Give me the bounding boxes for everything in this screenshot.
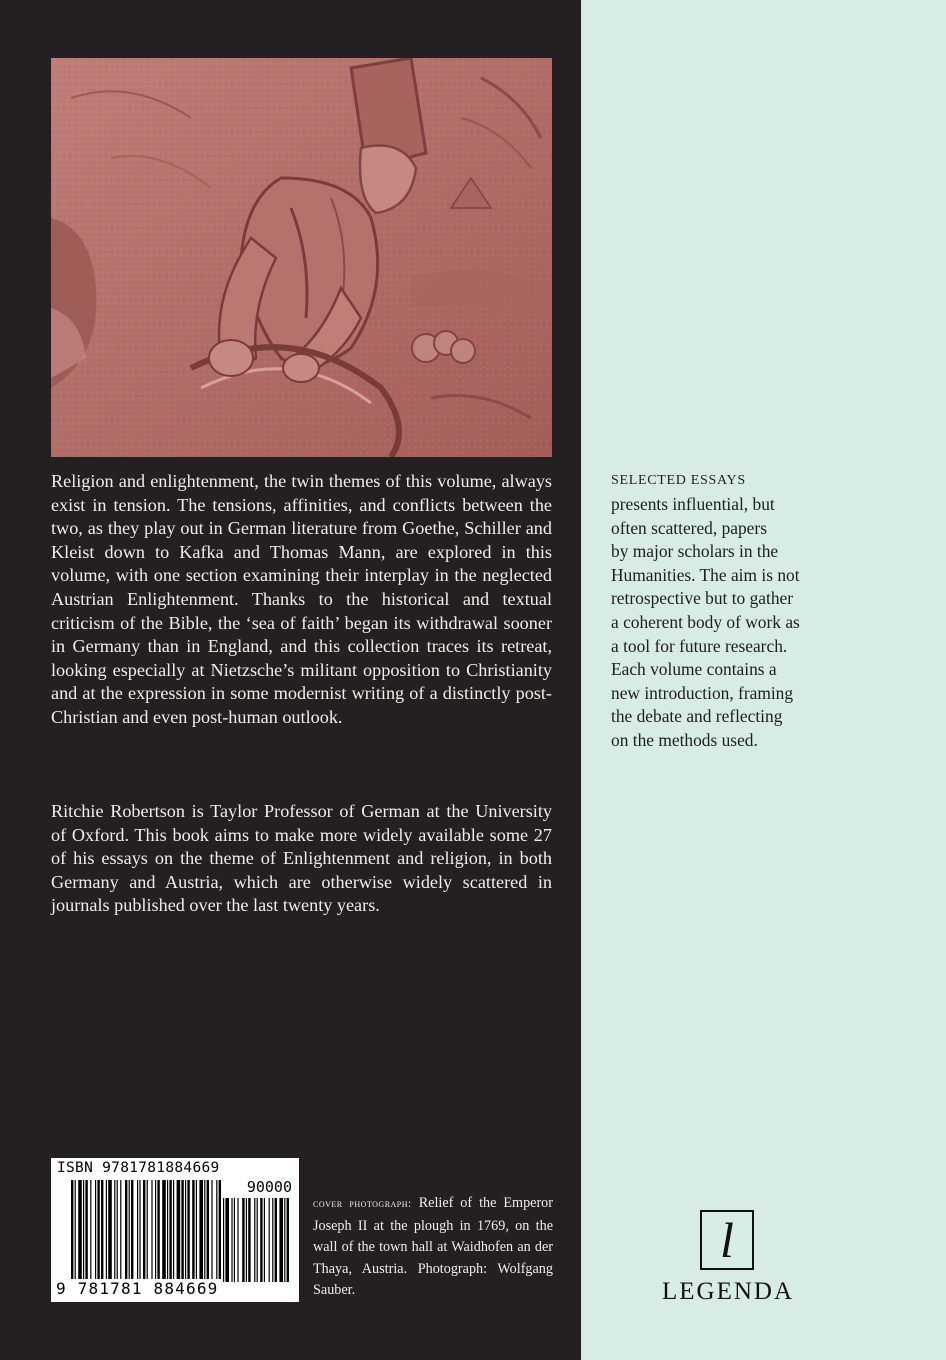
barcode-digits: 9 781781 884669 — [56, 1279, 219, 1298]
relief-sculpture-icon — [51, 58, 552, 457]
cover-photo-credit — [313, 1193, 553, 1302]
logo-letter: l — [720, 1212, 734, 1268]
author-bio: Ritchie Robertson is Taylor Professor of German at the University of Oxford. This book aims to make more widely available some 27 of his essays on the theme of Enlightenment and religion, in both Germany and Austria, which are otherwise widely scattered in journals published over the last twenty years. — [51, 801, 552, 916]
series-description: presents influential, but often scattered, papers by major scholars in the Humanities. The aim is not retrospective but to gather a coherent body of work as a tool for future research. Each volume contains a new introduction, framing the debate and reflecting on the methods used. — [611, 494, 800, 750]
publisher-logo — [658, 1210, 798, 1310]
credit-label: cover photograph: — [313, 1198, 412, 1210]
book-description: Religion and enlightenment, the twin themes of this volume, always exist in tension. The tensions, affinities, and conflicts between the two, as they play out in German literature from Goethe, Schiller and Kleist down to Kafka and Thomas Mann, are explored in this volume, with one section examining their interplay in the neglected Austrian Enlightenment. Thanks to the historical and textual criticism of the Bible, the ‘sea of faith’ began its withdrawal sooner in Germany than in England, and this collection traces its retreat, looking especially at Nietzsche’s militant opposition to Christianity and at the expression in some modernist writing of a distinctly post-Christian and even post-human outlook. — [51, 471, 552, 727]
price-code: 90000 — [246, 1178, 292, 1196]
series-name: SELECTED ESSAYS — [611, 473, 746, 488]
relief-sculpture-image — [51, 58, 552, 457]
publisher-name: LEGENDA — [661, 1278, 795, 1305]
isbn-label: ISBN 9781781884669 — [57, 1160, 220, 1176]
legenda-logo-icon — [700, 1210, 754, 1270]
series-info — [611, 472, 851, 753]
isbn-barcode — [51, 1158, 299, 1302]
credit-text: Relief of the Emperor Joseph II at the plough in 1769, on the wall of the town hall at Waidhofen an der Thaya, Austria. Photograph: Wolfgang Sauber. — [313, 1195, 553, 1298]
